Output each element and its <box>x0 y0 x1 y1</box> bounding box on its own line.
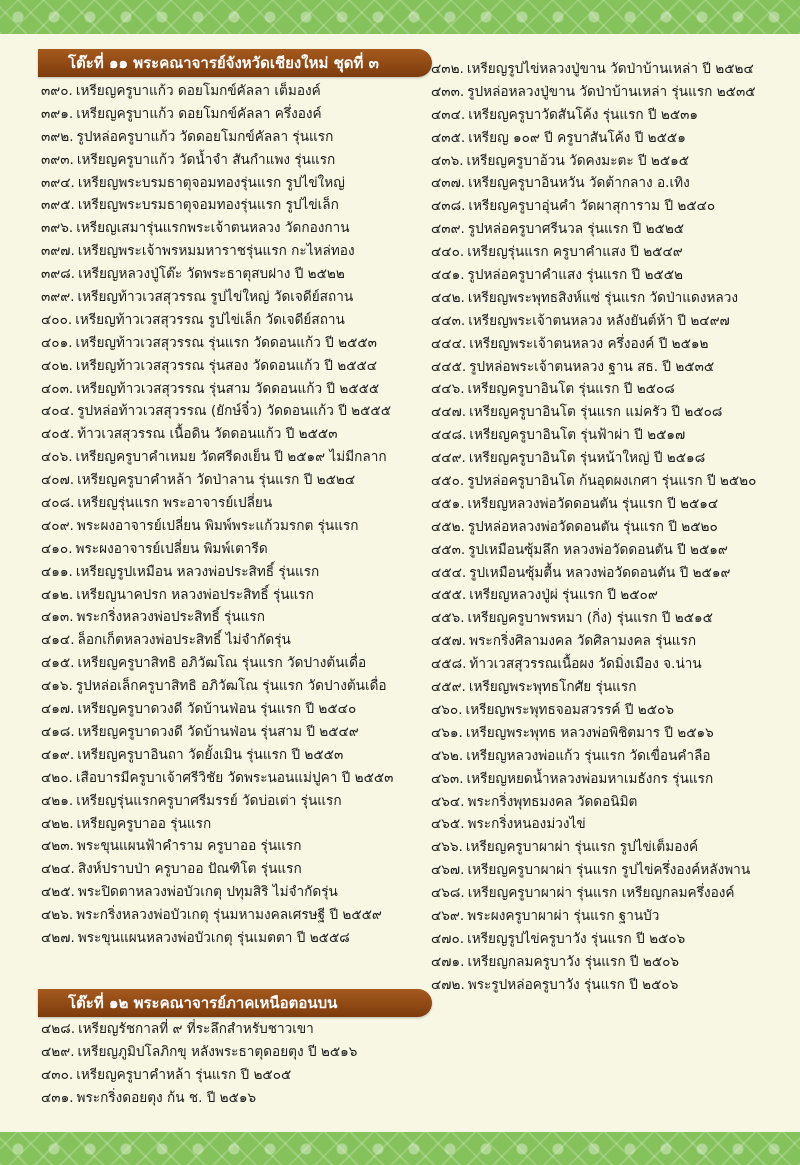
item-number: ๔๗๑. <box>431 953 465 970</box>
item-text: พระกริ่งดอยตุง ก้น ช. ปี ๒๕๑๖ <box>76 1089 257 1106</box>
item-number: ๔๔๓. <box>431 312 466 329</box>
item-number: ๔๓๐. <box>41 1066 74 1083</box>
item-number: ๔๓๖. <box>431 152 464 169</box>
list-item <box>431 928 756 951</box>
list-item <box>431 493 756 516</box>
item-number: ๔๒๕. <box>41 884 75 901</box>
item-number: ๔๒๒. <box>41 815 74 832</box>
item-text: เหรียญภูมิปโลภิกขุ หลังพระธาตุดอยตุง ปี ๒๕๑๖ <box>77 1043 358 1060</box>
item-number: ๔๑๓. <box>41 609 74 626</box>
list-item <box>431 859 756 882</box>
item-text: เหรียญครูบาอินโต รุ่นแรก ปี ๒๕๐๘ <box>467 381 675 398</box>
item-text: เหรียญครูบาพรหมา (กิ่ง) รุ่นแรก ปี ๒๕๑๕ <box>467 610 713 627</box>
item-text: เหรียญพระบรมธาตุจอมทองรุ่นแรก รูปไข่เล็ก <box>77 197 339 214</box>
item-number: ๔๓๒. <box>431 61 464 77</box>
list-item <box>41 561 393 584</box>
list-item <box>41 126 393 149</box>
item-number: ๓๙๐. <box>41 83 73 99</box>
item-number: ๔๕๙. <box>431 679 466 696</box>
list-item <box>41 400 393 423</box>
item-text: เหรียญครูบาแก้ว ดอยโมกข์คัลลา เต็มองค์ <box>75 83 321 99</box>
item-number: ๔๕๓. <box>431 541 466 558</box>
item-number: ๔๖๑. <box>431 724 463 741</box>
item-text: เหรียญรุ่นแรก ครูบาคำแสง ปี ๒๕๔๙ <box>467 244 683 261</box>
item-number: ๔๕๐. <box>431 473 465 490</box>
item-text: เหรียญครูบาคำหล้า วัดป่าลาน รุ่นแรก ปี ๒๕๒๔ <box>77 472 356 489</box>
list-item <box>431 104 756 127</box>
section-header-table-12: โต๊ะที่ ๑๒ พระคณาจารย์ภาคเหนือตอนบน <box>38 989 432 1017</box>
item-text: เหรียญครูบาอ้วน วัดคงมะตะ ปี ๒๕๑๕ <box>466 152 690 169</box>
list-item <box>431 356 756 379</box>
list-item <box>41 103 393 126</box>
list-item <box>431 264 756 287</box>
list-item <box>431 378 756 401</box>
item-text: เหรียญครูบาคำหล้า รุ่นแรก ปี ๒๕๐๕ <box>76 1066 292 1083</box>
item-number: ๔๖๗. <box>431 862 465 879</box>
list-item <box>431 813 756 836</box>
item-text: รูปหล่อครูบาแก้ว วัดดอยโมกข์คัลลา รุ่นแรก <box>76 128 334 145</box>
item-text: เหรียญครูบาแก้ว ดอยโมกข์คัลลา ครึ่งองค์ <box>76 105 322 122</box>
list-item <box>41 149 393 172</box>
item-number: ๔๐๖. <box>41 449 73 466</box>
item-number: ๔๕๘. <box>431 656 467 673</box>
list-item <box>431 424 756 447</box>
list-item <box>41 721 393 744</box>
list-item <box>41 378 393 401</box>
item-number: ๔๖๒. <box>431 747 464 764</box>
item-number: ๔๑๙. <box>41 746 75 763</box>
item-text: พระผงครูบาผาผ่า รุ่นแรก ฐานบัว <box>467 907 660 924</box>
item-text: รูปหล่อหลวงพ่อวัดดอนตัน รุ่นแรก ปี ๒๕๒๐ <box>467 518 718 535</box>
list-item <box>431 150 756 173</box>
item-number: ๔๐๐. <box>41 311 73 328</box>
list-item <box>41 813 393 836</box>
item-text: เหรียญพระพุทธจอมสวรรค์ ปี ๒๕๐๖ <box>465 701 674 718</box>
item-text: รูปหล่อเล็กครูบาสิทธิ อภิวัฒโณ รุ่นแรก วัดปางต้นเดื่อ <box>75 678 387 695</box>
item-number: ๔๕๔. <box>431 564 467 581</box>
item-number: ๔๑๗. <box>41 701 75 718</box>
item-number: ๔๑๒. <box>41 586 74 603</box>
item-text: พระกริ่งหนองม่วงไข่ <box>467 816 586 833</box>
item-text: รูปหล่อครูบาอินโต ก้นอุดผงเกศา รุ่นแรก ปี ๒๕๒๐ <box>467 473 757 490</box>
item-text: เหรียญครูบาอินถา วัดยั้งเมิน รุ่นแรก ปี ๒๕๕๓ <box>77 746 344 763</box>
item-number: ๔๒๑. <box>41 792 74 809</box>
item-number: ๓๙๓. <box>41 151 74 168</box>
item-number: ๔๓๓. <box>431 83 465 100</box>
amulet-list-table-11 <box>41 80 393 950</box>
list-item <box>41 835 393 858</box>
list-item <box>431 699 756 722</box>
item-text: เหรียญกลมครูบาวัง รุ่นแรก ปี ๒๕๐๖ <box>467 953 680 970</box>
list-item <box>41 584 393 607</box>
item-text: เหรียญรุ่นแรก พระอาจารย์เปลี่ยน <box>77 495 273 512</box>
item-text: ท้าวเวสสุวรรณเนื้อผง วัดมิ่งเมือง จ.น่าน <box>469 656 702 673</box>
item-text: เหรียญครูบาแก้ว วัดน้ำจำ สันกำแพง รุ่นแรก <box>76 151 336 168</box>
list-item <box>431 127 756 150</box>
item-number: ๔๓๘. <box>431 198 466 215</box>
item-text: เหรียญครูบาอินโต รุ่นฟ้าผ่า ปี ๒๕๑๗ <box>469 427 686 444</box>
list-item <box>431 951 756 974</box>
item-number: ๔๕๖. <box>431 610 465 627</box>
list-item <box>431 516 756 539</box>
item-number: ๔๖๔. <box>431 793 465 810</box>
list-item <box>41 767 393 790</box>
item-number: ๔๐๔. <box>41 403 75 420</box>
item-number: ๔๒๘. <box>41 1021 76 1037</box>
item-text: เหรียญพระเจ้าตนหลวง ครึ่งองค์ ปี ๒๕๑๒ <box>469 335 709 352</box>
item-number: ๔๓๑. <box>41 1089 74 1106</box>
item-number: ๔๒๙. <box>41 1043 75 1060</box>
list-item <box>41 606 393 629</box>
list-item <box>431 882 756 905</box>
item-text: เหรียญพระพุทธสิงห์แซ่ รุ่นแรก วัดป่าแดงหลวง <box>467 289 739 306</box>
list-item <box>431 562 756 585</box>
item-number: ๓๙๔. <box>41 174 75 191</box>
item-number: ๔๒๗. <box>41 929 75 946</box>
list-item <box>41 538 393 561</box>
item-number: ๔๖๙. <box>431 907 465 924</box>
item-text: รูปหล่อท้าวเวสสุวรรณ (ยักษ์จิ๋ว) วัดดอนแก้ว ปี ๒๕๕๕ <box>77 403 392 420</box>
list-item <box>41 858 393 881</box>
list-item <box>431 745 756 768</box>
item-text: เหรียญท้าวเวสสุวรรณ รุ่นแรก วัดดอนแก้ว ปี ๒๕๕๓ <box>75 334 377 351</box>
item-number: ๔๑๑. <box>41 563 73 580</box>
item-text: พระขุนแผนฟ้าคำราม ครูบาออ รุ่นแรก <box>76 838 302 855</box>
item-text: พระขุนแผนหลวงพ่อบัวเกตุ รุ่นเมตตา ปี ๒๕๕๘ <box>77 929 350 946</box>
bottom-decorative-band <box>0 1132 800 1165</box>
item-text: เหรียญครูบาอินโต รุ่นแรก แม่ครัว ปี ๒๕๐๘ <box>469 404 723 421</box>
item-number: ๔๐๗. <box>41 472 75 489</box>
item-number: ๓๙๒. <box>41 128 74 145</box>
item-text: เหรียญพระพุทธ หลวงพ่อพิชิตมาร ปี ๒๕๑๖ <box>465 724 714 741</box>
list-item <box>41 652 393 675</box>
list-item <box>41 492 393 515</box>
item-number: ๔๔๑. <box>431 267 465 284</box>
list-item <box>41 927 393 950</box>
list-item <box>431 195 756 218</box>
item-text: เหรียญครูบาสิทธิ อภิวัฒโณ รุ่นแรก วัดปางต้นเดื่อ <box>77 655 367 672</box>
item-text: เหรียญหลวงพ่อวัดดอนตัน รุ่นแรก ปี ๒๕๑๔ <box>467 495 719 512</box>
item-text: เหรียญพระเจ้าพรหมมหาราชรุ่นแรก กะไหล่ทอง <box>77 243 355 260</box>
item-number: ๔๐๕. <box>41 426 75 443</box>
item-number: ๓๙๑. <box>41 105 74 122</box>
item-number: ๔๖๖. <box>431 839 463 856</box>
item-number: ๔๔๖. <box>431 381 465 398</box>
item-text: เหรียญเสมารุ่นแรกพระเจ้าตนหลวง วัดกองกาน <box>76 220 350 237</box>
top-decorative-band <box>0 0 800 34</box>
item-text: เหรียญครูบาผาผ่า รุ่นแรก รูปไข่เต็มองค์ <box>465 839 699 856</box>
item-text: เหรียญรูปไข่หลวงปู่ขาน วัดป่าบ้านเหล่า ปี ๒๕๒๔ <box>466 61 754 77</box>
list-item <box>431 768 756 791</box>
item-text: เหรียญครูบาผาผ่า รุ่นแรก รูปไข่ครึ่งองค์หลังพาน <box>467 862 751 879</box>
item-number: ๔๐๙. <box>41 517 74 534</box>
item-text: เหรียญพระพุทธโกศัย รุ่นแรก <box>468 679 637 696</box>
item-text: เหรียญรูปไข่ครูบาวัง รุ่นแรก ปี ๒๕๐๖ <box>467 930 686 947</box>
section-header-table-11: โต๊ะที่ ๑๑ พระคณาจารย์จังหวัดเชียงใหม่ ชุดที่ ๓ <box>38 49 432 77</box>
item-number: ๔๐๓. <box>41 380 74 397</box>
list-item <box>431 722 756 745</box>
list-item <box>431 539 756 562</box>
item-number: ๔๕๑. <box>431 495 465 512</box>
list-item <box>41 1087 357 1110</box>
list-item <box>41 332 393 355</box>
item-text: พระกริ่งศิลามงคล วัดศิลามงคล รุ่นแรก <box>469 633 697 650</box>
item-text: เหรียญหยดน้ำหลวงพ่อมหาเมธังกร รุ่นแรก <box>466 770 714 787</box>
item-number: ๔๓๔. <box>431 106 466 123</box>
item-number: ๔๔๒. <box>431 289 465 306</box>
list-item <box>41 904 393 927</box>
item-text: เหรียญครูบาอินโต รุ่นหน้าใหญ่ ปี ๒๕๑๘ <box>468 450 706 467</box>
item-text: ล็อกเก็ตหลวงพ่อประสิทธิ์ ไม่จำกัดรุ่น <box>77 632 291 649</box>
item-text: เหรียญครูบาวัดสันโค้ง รุ่นแรก ปี ๒๕๓๑ <box>468 106 699 123</box>
list-item <box>431 310 756 333</box>
list-item <box>431 607 756 630</box>
item-number: ๔๒๖. <box>41 907 74 924</box>
item-number: ๔๔๘. <box>431 427 467 444</box>
list-item <box>41 744 393 767</box>
item-number: ๔๒๔. <box>41 861 75 878</box>
item-text: รูปเหมือนซุ้มตื้น หลวงพ่อวัดดอนตัน ปี ๒๕๑๙ <box>469 564 731 581</box>
item-number: ๓๙๗. <box>41 243 75 260</box>
list-item <box>41 881 393 904</box>
item-text: ท้าวเวสสุวรรณ เนื้อดิน วัดดอนแก้ว ปี ๒๕๕๓ <box>77 426 338 443</box>
list-item <box>41 423 393 446</box>
list-item <box>431 791 756 814</box>
item-text: รูปหล่อครูบาคำแสง รุ่นแรก ปี ๒๕๕๒ <box>467 267 683 284</box>
list-item <box>41 469 393 492</box>
list-item <box>41 172 393 195</box>
item-text: เหรียญครูบาคำเหมย วัดศรีดงเย็น ปี ๒๕๑๙ ไม่มีกลาก <box>75 449 387 466</box>
amulet-list-table-12-left <box>41 1018 357 1110</box>
item-text: พระกริ่งหลวงพ่อประสิทธิ์ รุ่นแรก <box>76 609 265 626</box>
item-number: ๔๐๘. <box>41 495 75 512</box>
list-item <box>431 584 756 607</box>
item-number: ๔๔๔. <box>431 335 467 352</box>
item-number: ๔๕๗. <box>431 633 467 650</box>
item-number: ๔๗๐. <box>431 930 465 947</box>
item-number: ๓๙๙. <box>41 289 75 306</box>
list-item <box>41 80 393 103</box>
item-number: ๓๙๖. <box>41 220 74 237</box>
item-text: รูปหล่อหลวงปู่ขาน วัดป่าบ้านเหล่า รุ่นแรก ๒๕๓๕ <box>467 83 756 100</box>
list-item <box>431 241 756 264</box>
item-number: ๔๖๐. <box>431 701 463 718</box>
list-item <box>431 447 756 470</box>
item-number: ๔๒๐. <box>41 769 73 786</box>
list-item <box>431 630 756 653</box>
list-item <box>41 355 393 378</box>
list-item <box>431 172 756 195</box>
item-text: รูปหล่อพระเจ้าตนหลวง ฐาน สธ. ปี ๒๕๓๕ <box>469 358 715 375</box>
item-number: ๔๔๗. <box>431 404 467 421</box>
list-item <box>431 81 756 104</box>
list-item <box>41 515 393 538</box>
list-item <box>41 1041 357 1064</box>
item-number: ๔๓๙. <box>431 221 465 238</box>
item-number: ๔๑๘. <box>41 723 75 740</box>
item-text: สิงห์ปราบป่า ครูบาออ ปัณฑิโต รุ่นแรก <box>77 861 302 878</box>
item-text: เหรียญท้าวเวสสุวรรณ รุ่นสอง วัดดอนแก้ว ปี ๒๕๕๔ <box>75 357 378 374</box>
item-text: เหรียญครูบาอินหวัน วัดต้ากลาง อ.เทิง <box>468 175 690 192</box>
item-text: เหรียญรัชกาลที่ ๙ ที่ระลึกสำหรับชาวเขา <box>78 1021 314 1037</box>
item-number: ๔๖๕. <box>431 816 465 833</box>
item-number: ๔๑๖. <box>41 678 73 695</box>
item-text: เหรียญพระเจ้าตนหลวง หลังยันต์ห้า ปี ๒๔๙๗ <box>468 312 730 329</box>
list-item <box>41 286 393 309</box>
item-text: พระผงอาจารย์เปลี่ยน พิมพ์เตารีด <box>75 540 268 557</box>
item-text: เหรียญท้าวเวสสุวรรณ รุ่นสาม วัดดอนแก้ว ปี ๒๕๕๕ <box>76 380 380 397</box>
item-text: พระกริ่งหลวงพ่อบัวเกตุ รุ่นมหามงคลเศรษฐี ปี ๒๕๕๙ <box>76 907 382 924</box>
item-text: เหรียญท้าวเวสสุวรรณ รูปไข่ใหญ่ วัดเจดีย์สถาน <box>77 289 354 306</box>
item-text: เหรียญ ๑๐๙ ปี ครูบาสันโค้ง ปี ๒๕๕๑ <box>468 129 686 146</box>
list-item <box>41 263 393 286</box>
amulet-list-table-12-right <box>431 58 756 997</box>
item-number: ๔๖๓. <box>431 770 464 787</box>
list-item <box>431 58 756 81</box>
item-text: เหรียญครูบาอุ่นคำ วัดผาสุการาม ปี ๒๕๔๐ <box>468 198 716 215</box>
list-item <box>431 974 756 997</box>
list-item <box>41 217 393 240</box>
item-number: ๔๑๔. <box>41 632 75 649</box>
item-number: ๔๒๓. <box>41 838 74 855</box>
item-number: ๔๐๑. <box>41 334 73 351</box>
item-text: เหรียญหลวงปู่โต๊ะ วัดพระธาตุสบฝาง ปี ๒๕๒๒ <box>78 266 345 283</box>
item-text: เหรียญหลวงพ่อแก้ว รุ่นแรก วัดเขื่อนคำลือ <box>466 747 711 764</box>
item-text: เหรียญรุ่นแรกครูบาศรีมรรย์ วัดบ่อเต่า รุ่นแรก <box>76 792 342 809</box>
item-number: ๔๐๒. <box>41 357 73 374</box>
list-item <box>431 401 756 424</box>
item-text: พระปิดตาหลวงพ่อบัวเกตุ ปทุมสิริ ไม่จำกัดรุ่น <box>77 884 338 901</box>
item-number: ๔๖๘. <box>431 885 465 902</box>
item-number: ๔๓๗. <box>431 175 466 192</box>
item-text: เหรียญครูบาดวงดี วัดบ้านฟ่อน รุ่นแรก ปี ๒๕๔๐ <box>77 701 357 718</box>
item-number: ๔๑๐. <box>41 540 73 557</box>
item-text: เหรียญครูบาออ รุ่นแรก <box>76 815 212 832</box>
item-number: ๓๙๕. <box>41 197 75 214</box>
item-number: ๔๔๐. <box>431 244 465 261</box>
list-item <box>41 1064 357 1087</box>
list-item <box>431 653 756 676</box>
item-text: เหรียญท้าวเวสสุวรรณ รูปไข่เล็ก วัดเจดีย์สถาน <box>75 311 345 328</box>
list-item <box>41 790 393 813</box>
item-text: เหรียญรูปเหมือน หลวงพ่อประสิทธิ์ รุ่นแรก <box>75 563 320 580</box>
list-item <box>41 194 393 217</box>
list-item <box>41 1018 357 1041</box>
list-item <box>431 836 756 859</box>
item-text: พระผงอาจารย์เปลี่ยน พิมพ์พระแก้วมรกต รุ่นแรก <box>76 517 359 534</box>
list-item <box>41 629 393 652</box>
item-text: พระรูปหล่อครูบาวัง รุ่นแรก ปี ๒๕๐๖ <box>467 976 679 993</box>
list-item <box>41 309 393 332</box>
item-number: ๔๔๕. <box>431 358 467 375</box>
item-text: เหรียญหลวงปู่ผ่ รุ่นแรก ปี ๒๕๐๙ <box>469 587 658 604</box>
item-text: รูปเหมือนซุ้มลึก หลวงพ่อวัดดอนตัน ปี ๒๕๑๙ <box>468 541 728 558</box>
item-number: ๔๔๙. <box>431 450 466 467</box>
item-number: ๔๑๕. <box>41 655 75 672</box>
list-item <box>431 470 756 493</box>
item-number: ๔๓๕. <box>431 129 466 146</box>
list-item <box>41 446 393 469</box>
list-item <box>41 675 393 698</box>
item-text: เสือบารมีครูบาเจ้าศรีวิชัย วัดพระนอนแม่ปูคา ปี ๒๕๕๓ <box>75 769 394 786</box>
list-item <box>431 905 756 928</box>
list-item <box>41 240 393 263</box>
item-number: ๓๙๘. <box>41 266 76 283</box>
item-text: รูปหล่อครูบาศรีนวล รุ่นแรก ปี ๒๕๒๕ <box>467 221 685 238</box>
list-item <box>431 287 756 310</box>
item-text: เหรียญครูบาดวงดี วัดบ้านฟ่อน รุ่นสาม ปี ๒๕๔๙ <box>77 723 359 740</box>
item-number: ๔๕๒. <box>431 518 465 535</box>
list-item <box>431 333 756 356</box>
item-text: เหรียญครูบาผาผ่า รุ่นแรก เหรียญกลมครึ่งองค์ <box>467 885 735 902</box>
item-text: เหรียญพระบรมธาตุจอมทองรุ่นแรก รูปไข่ใหญ่ <box>77 174 345 191</box>
item-number: ๔๕๕. <box>431 587 467 604</box>
list-item <box>41 698 393 721</box>
list-item <box>431 676 756 699</box>
item-text: พระกริ่งพุทธมงคล วัดดอนิมิต <box>467 793 638 810</box>
list-item <box>431 218 756 241</box>
item-text: เหรียญนาคปรก หลวงพ่อประสิทธิ์ รุ่นแรก <box>76 586 314 603</box>
item-number: ๔๗๒. <box>431 976 465 993</box>
